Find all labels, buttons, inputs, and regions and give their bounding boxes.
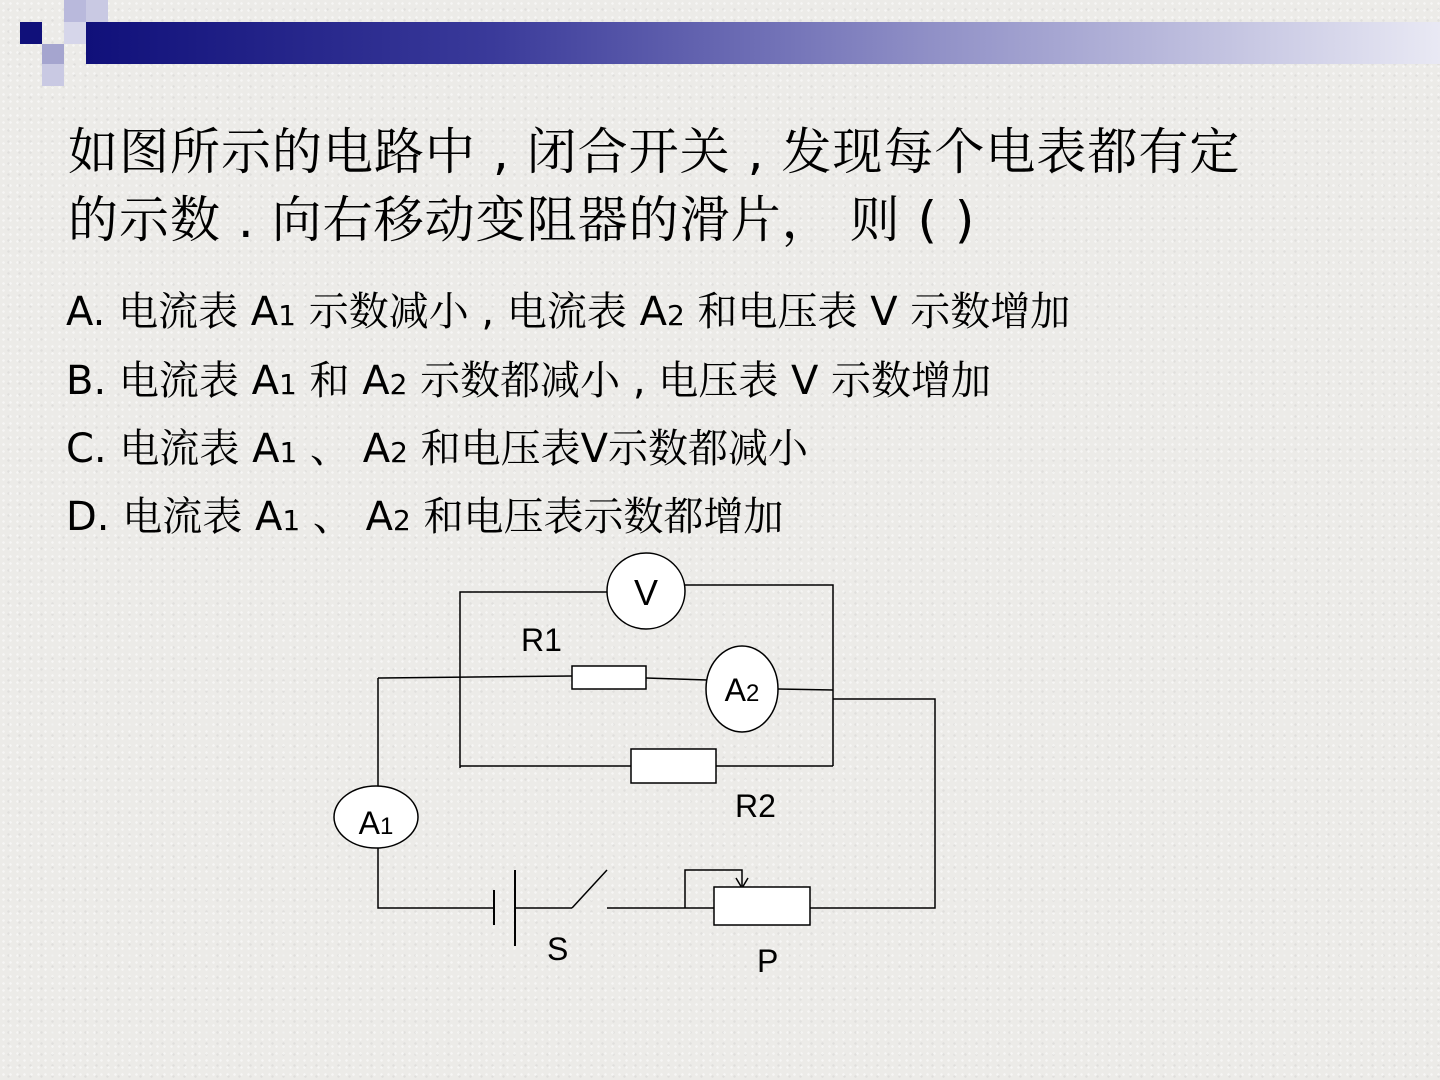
question-line-1: 如图所示的电路中 , 闭合开关 , 发现每个电表都有定 — [68, 123, 1241, 181]
question-line-2: 的示数 . 向右移动变阻器的滑片， 则 ( ) — [68, 191, 976, 249]
rheostat-label: P — [757, 943, 779, 979]
option-letter: A. — [66, 289, 106, 335]
option-subscript: 1 — [282, 504, 301, 537]
option-text: 电流表 A — [118, 358, 279, 404]
switch-label: S — [547, 931, 569, 967]
option-text: 电流表 A — [118, 289, 279, 335]
resistor-r2-label: R2 — [735, 788, 776, 824]
option-subscript: 2 — [666, 299, 685, 332]
option-text: 电流表 A — [119, 426, 280, 472]
option-text: 和电压表 V 示数增加 — [684, 289, 1071, 335]
ammeter-a2-label: A2 — [724, 672, 760, 708]
option-subscript: 2 — [390, 436, 408, 469]
option-text: 电流表 A — [122, 494, 283, 540]
voltmeter-label: V — [633, 572, 659, 613]
option-subscript: 1 — [278, 299, 296, 332]
ammeter-a1-label: A1 — [358, 805, 394, 841]
rheostat-body — [714, 887, 810, 925]
wire-bottom-left — [378, 846, 494, 908]
option-letter: B. — [66, 358, 107, 404]
option-subscript: 1 — [279, 436, 298, 469]
switch-blade — [572, 870, 607, 908]
option-subscript: 1 — [278, 368, 297, 401]
wire-r1-left — [378, 676, 572, 678]
option-text: 、 A — [297, 426, 391, 472]
wire-r1-a2 — [646, 678, 707, 680]
option-text: 、 A — [300, 494, 393, 540]
option-subscript: 2 — [392, 504, 411, 537]
wire-a2-right — [778, 689, 833, 690]
option-letter: D. — [66, 494, 110, 540]
option-subscript: 2 — [389, 368, 408, 401]
wire-right-loop — [810, 699, 935, 908]
resistor-r1 — [572, 666, 646, 689]
option-text: 和 A — [296, 358, 390, 404]
circuit-wires — [378, 585, 935, 908]
option-text: 示数减小 , 电流表 A — [296, 289, 667, 335]
option-text: 和电压表Ⅴ示数都减小 — [407, 426, 808, 472]
resistor-r2 — [631, 749, 716, 783]
option-text: 示数都减小 , 电压表 V 示数增加 — [407, 358, 992, 404]
option-letter: C. — [66, 426, 107, 472]
resistor-r1-label: R1 — [521, 622, 562, 658]
option-text: 和电压表示数都增加 — [410, 494, 784, 540]
